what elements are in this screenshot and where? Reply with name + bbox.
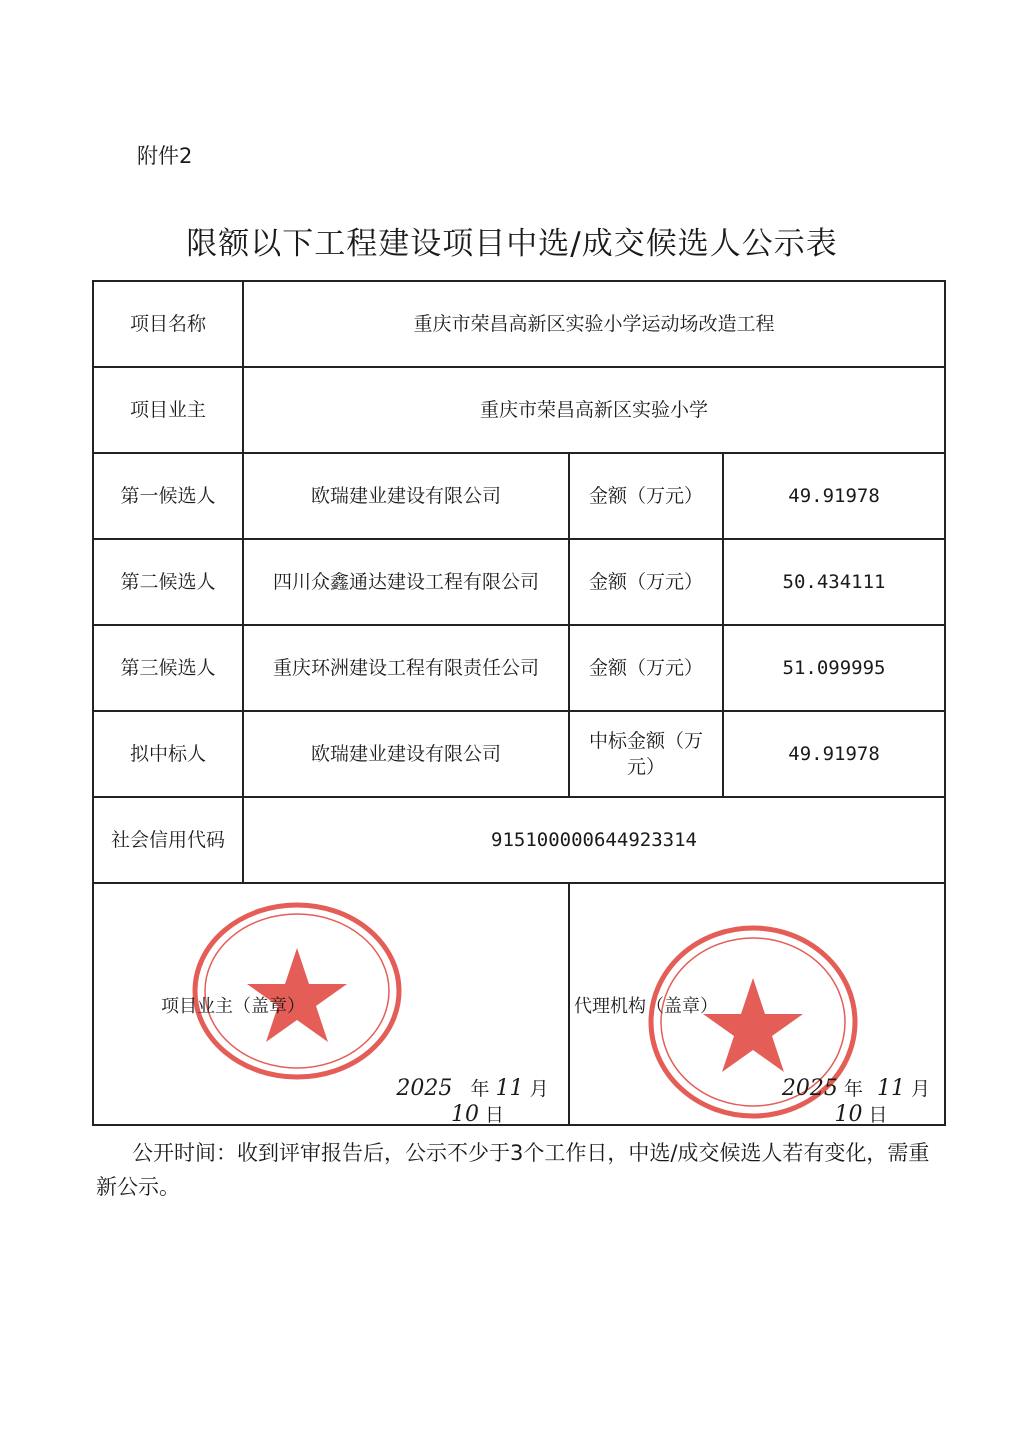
credit-code-row [93, 797, 945, 883]
candidate2-label: 第二候选人 [93, 539, 243, 625]
winner-label: 拟中标人 [93, 711, 243, 797]
candidate1-amount: 49.91978 [723, 453, 945, 539]
owner-date-day-unit: 日 [485, 1104, 505, 1126]
owner-date-year-unit: 年 [470, 1078, 490, 1100]
candidate1-label: 第一候选人 [93, 453, 243, 539]
candidate3-company: 重庆环洲建设工程有限责任公司 [243, 625, 569, 711]
owner-seal-date [377, 1076, 568, 1128]
owner-date-month-unit: 月 [529, 1078, 549, 1100]
candidate2-row [93, 539, 945, 625]
agent-date-day: 10 [834, 1102, 863, 1127]
owner-seal-cell [93, 883, 569, 1125]
candidate3-label: 第三候选人 [93, 625, 243, 711]
agent-date-month: 11 [877, 1076, 906, 1101]
agent-date-day-unit: 日 [868, 1104, 888, 1126]
candidate1-company: 欧瑞建业建设有限公司 [243, 453, 569, 539]
announcement-table [92, 280, 946, 1126]
agent-seal-label: 代理机构（盖章） [574, 996, 718, 1017]
candidate2-amount-label: 金额（万元） [569, 539, 723, 625]
owner-stamp-icon [190, 900, 404, 1082]
project-name-row [93, 281, 945, 367]
project-name-value: 重庆市荣昌高新区实验小学运动场改造工程 [243, 281, 945, 367]
candidate2-company: 四川众鑫通达建设工程有限公司 [243, 539, 569, 625]
credit-code-value: 915100000644923314 [243, 797, 945, 883]
credit-code-label: 社会信用代码 [93, 797, 243, 883]
agent-date-year-unit: 年 [843, 1078, 863, 1100]
owner-date-month: 11 [495, 1076, 524, 1101]
candidate2-amount: 50.434111 [723, 539, 945, 625]
seal-row [93, 883, 945, 1125]
owner-seal-label: 项目业主（盖章） [161, 996, 305, 1017]
project-owner-row [93, 367, 945, 453]
project-name-label: 项目名称 [93, 281, 243, 367]
project-owner-value: 重庆市荣昌高新区实验小学 [243, 367, 945, 453]
winner-amount-label: 中标金额（万元） [569, 711, 723, 797]
candidate3-amount-label: 金额（万元） [569, 625, 723, 711]
winner-amount: 49.91978 [723, 711, 945, 797]
agent-seal-date [768, 1076, 944, 1128]
project-owner-label: 项目业主 [93, 367, 243, 453]
agent-date-month-unit: 月 [911, 1078, 931, 1100]
publication-note: 公开时间：收到评审报告后，公示不少于3个工作日，中选/成交候选人若有变化，需重新公示。 [96, 1141, 930, 1199]
page-title: 限额以下工程建设项目中选/成交候选人公示表 [186, 226, 838, 262]
agent-date-year: 2025 [781, 1076, 838, 1101]
winner-row [93, 711, 945, 797]
candidate3-amount: 51.099995 [723, 625, 945, 711]
attachment-label: 附件2 [137, 144, 193, 168]
candidate3-row [93, 625, 945, 711]
winner-company: 欧瑞建业建设有限公司 [243, 711, 569, 797]
owner-date-year: 2025 [396, 1076, 453, 1101]
agent-seal-cell [569, 883, 945, 1125]
owner-date-day: 10 [450, 1102, 479, 1127]
candidate1-amount-label: 金额（万元） [569, 453, 723, 539]
candidate1-row [93, 453, 945, 539]
